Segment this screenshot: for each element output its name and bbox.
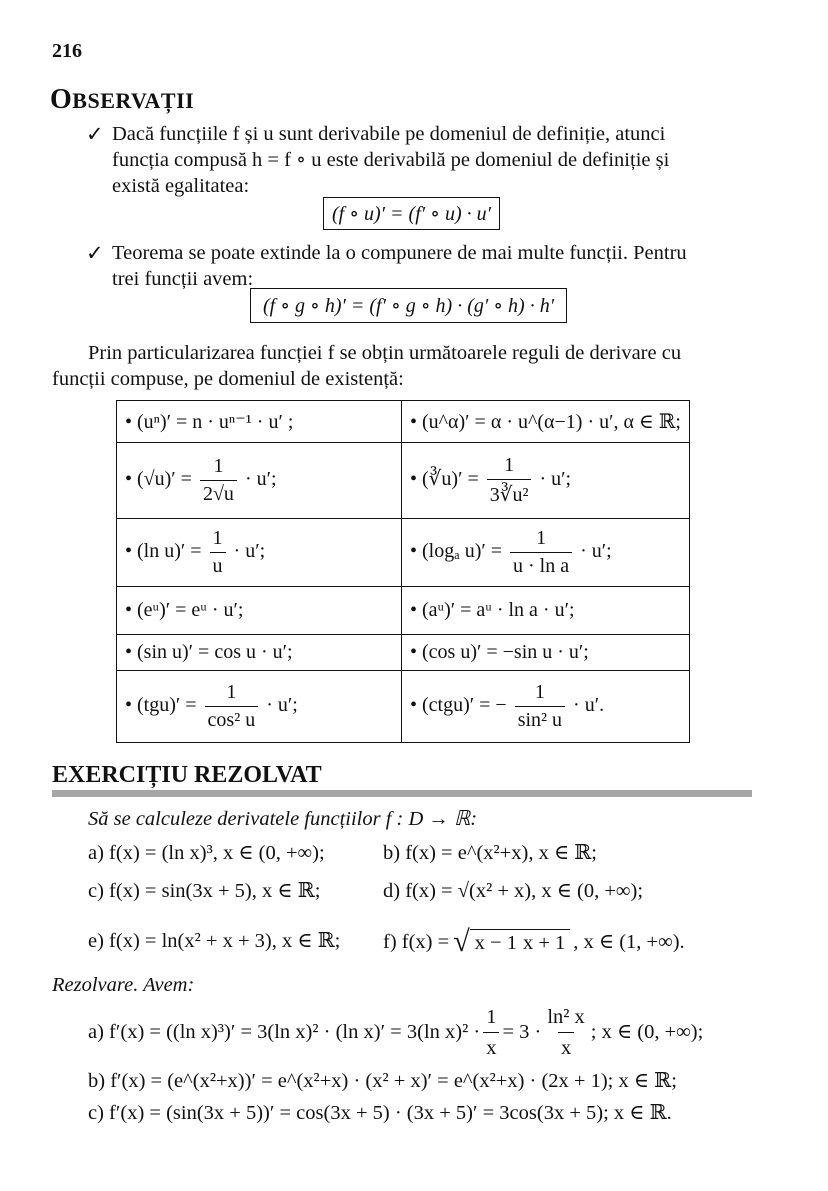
rule-ctg-lhs: • (ctgu)′ = − bbox=[410, 694, 507, 717]
radical-icon: √ bbox=[453, 925, 470, 958]
obs-item2-line2: trei funcții avem: bbox=[112, 268, 254, 290]
denominator: 3∛u² bbox=[487, 479, 532, 507]
denominator: sin² u bbox=[515, 706, 565, 732]
page-number: 216 bbox=[52, 40, 82, 62]
rule-log bbox=[402, 519, 690, 587]
denominator: x + 1 bbox=[520, 929, 568, 954]
rule-exp-a: • (aᵘ)′ = aᵘ · ln a · u′; bbox=[402, 587, 690, 635]
obs-item1-line2: funcția compusă h = f ∘ u este derivabilă pe domeniul de definiție și bbox=[112, 149, 670, 171]
denominator: cos² u bbox=[205, 706, 259, 732]
rule-sqrt-lhs: • (√u)′ = bbox=[125, 468, 192, 491]
solution-a-part3: ; x ∈ (0, +∞); bbox=[590, 1021, 704, 1043]
exercise-statement: Să se calculeze derivatele funcțiilor f : D → ℝ: bbox=[88, 808, 478, 830]
fraction bbox=[470, 929, 571, 956]
rule-ln-lhs: • (ln u)′ = bbox=[125, 540, 202, 563]
derivative-rules-table bbox=[116, 400, 690, 743]
rule-log-lhs: • (logₐ u)′ = bbox=[410, 540, 503, 563]
rule-log-tail: · u′; bbox=[580, 540, 612, 563]
solution-a-part1: a) f′(x) = ((ln x)³)′ = 3(ln x)² · (ln x)′ = 3(ln x)² · bbox=[88, 1021, 481, 1043]
obs-item1-line1: Dacă funcțiile f și u sunt derivabile pe domeniul de definiție, atunci bbox=[112, 123, 666, 145]
intro-line1: Prin particularizarea funcției f se obțin următoarele reguli de derivare cu bbox=[88, 342, 682, 364]
obs-item2-line1: Teorema se poate extinde la o compunere de mai multe funcții. Pentru bbox=[112, 242, 687, 264]
denominator: x bbox=[558, 1032, 574, 1061]
rule-ctg-tail: · u′. bbox=[573, 694, 605, 717]
fraction bbox=[483, 1004, 499, 1061]
fraction bbox=[487, 454, 532, 507]
rule-exp-e: • (eᵘ)′ = eᵘ · u′; bbox=[117, 587, 402, 635]
numerator: 1 bbox=[486, 1005, 497, 1028]
exercise-a: a) f(x) = (ln x)³, x ∈ (0, +∞); bbox=[88, 842, 325, 864]
denominator: u · ln a bbox=[510, 552, 572, 578]
fraction bbox=[210, 527, 226, 578]
observations-heading bbox=[50, 84, 194, 116]
rule-tg-lhs: • (tgu)′ = bbox=[125, 694, 197, 717]
heading-initial: O bbox=[50, 84, 73, 115]
denominator: u bbox=[210, 552, 226, 578]
fraction bbox=[515, 681, 565, 732]
numerator: x − 1 bbox=[474, 931, 517, 954]
rule-power-alpha: • (u^α)′ = α · u^(α−1) · u′, α ∈ ℝ; bbox=[402, 401, 690, 443]
exercise-divider bbox=[52, 790, 752, 797]
denominator: x bbox=[483, 1032, 499, 1061]
numerator: 1 bbox=[536, 527, 547, 549]
solution-c: c) f′(x) = (sin(3x + 5))′ = cos(3x + 5) · (3x + 5)′ = 3cos(3x + 5); x ∈ ℝ. bbox=[88, 1102, 672, 1124]
solution-b: b) f′(x) = (e^(x²+x))′ = e^(x²+x) · (x² + x)′ = e^(x²+x) · (2x + 1); x ∈ ℝ; bbox=[88, 1070, 677, 1092]
rule-ln bbox=[117, 519, 402, 587]
obs-item1-line3: există egalitatea: bbox=[112, 175, 250, 197]
solution-a-part2: = 3 · bbox=[502, 1021, 542, 1043]
check-icon: ✓ bbox=[86, 122, 104, 146]
exercise-f-domain: , x ∈ (1, +∞). bbox=[573, 931, 685, 953]
fraction bbox=[544, 1004, 587, 1061]
rule-tg-tail: · u′; bbox=[266, 694, 298, 717]
rule-sqrt-tail: · u′; bbox=[244, 468, 277, 491]
check-icon: ✓ bbox=[86, 241, 104, 265]
exercise-b: b) f(x) = e^(x²+x), x ∈ ℝ; bbox=[383, 842, 597, 864]
rule-cbrt-tail: · u′; bbox=[539, 468, 572, 491]
rule-cos: • (cos u)′ = −sin u · u′; bbox=[402, 635, 690, 671]
numerator: 1 bbox=[504, 454, 515, 476]
solution-a bbox=[88, 1002, 703, 1062]
numerator: 1 bbox=[212, 527, 223, 549]
numerator: 1 bbox=[534, 681, 545, 703]
exercise-f bbox=[383, 906, 685, 978]
rule-ln-tail: · u′; bbox=[233, 540, 266, 563]
exercise-title: EXERCIȚIU REZOLVAT bbox=[52, 762, 322, 788]
rule-cbrt-lhs: • (∛u)′ = bbox=[410, 468, 479, 491]
rule-sin: • (sin u)′ = cos u · u′; bbox=[117, 635, 402, 671]
heading-rest: BSERVAȚII bbox=[72, 88, 195, 113]
numerator: 1 bbox=[213, 455, 224, 477]
rule-power-n: • (uⁿ)′ = n · uⁿ⁻¹ · u′ ; bbox=[117, 401, 402, 443]
numerator: 1 bbox=[226, 681, 237, 703]
exercise-d: d) f(x) = √(x² + x), x ∈ (0, +∞); bbox=[383, 880, 644, 902]
rule-ctg bbox=[402, 671, 690, 743]
rule-sqrt bbox=[117, 443, 402, 519]
numerator: ln² x bbox=[547, 1005, 585, 1028]
denominator: 2√u bbox=[200, 480, 237, 506]
triple-composition-formula-box: (f ∘ g ∘ h)′ = (f′ ∘ g ∘ h) · (g′ ∘ h) · h′ bbox=[250, 288, 567, 323]
exercise-f-lhs: f) f(x) = bbox=[383, 931, 450, 953]
fraction bbox=[510, 527, 572, 578]
exercise-c: c) f(x) = sin(3x + 5), x ∈ ℝ; bbox=[88, 880, 321, 902]
intro-line2: funcții compuse, pe domeniul de existență: bbox=[52, 368, 404, 390]
rule-cbrt bbox=[402, 443, 690, 519]
fraction bbox=[200, 455, 237, 506]
composition-formula-box: (f ∘ u)′ = (f′ ∘ u) · u′ bbox=[323, 197, 500, 230]
exercise-e: e) f(x) = ln(x² + x + 3), x ∈ ℝ; bbox=[88, 930, 341, 952]
rule-tg bbox=[117, 671, 402, 743]
solution-label: Rezolvare. Avem: bbox=[52, 974, 195, 996]
fraction bbox=[205, 681, 259, 732]
